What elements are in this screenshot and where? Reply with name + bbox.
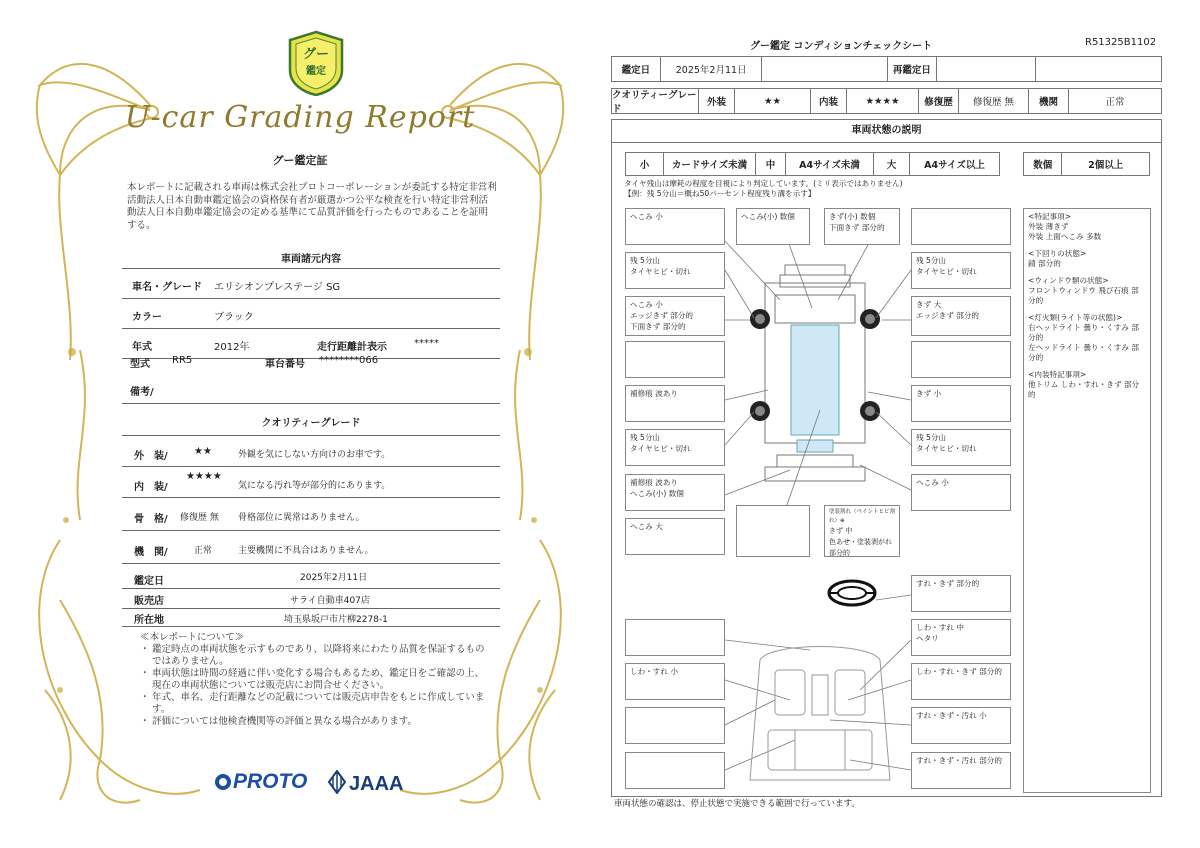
interior-label: 内 装/ bbox=[134, 482, 168, 493]
note-item: ・ 鑑定時点の車両状態を示すものであり、以降将来にわたり品質を保証するものではありません。 bbox=[140, 644, 490, 668]
note-line: フロントウィンドウ 飛び石痕 部分的 bbox=[1028, 286, 1139, 305]
note-group bbox=[1028, 249, 1146, 269]
note-line: 外装 薄きず bbox=[1028, 222, 1069, 231]
note-heading: <ウィンドウ類の状態> bbox=[1028, 276, 1109, 285]
row-color bbox=[122, 299, 500, 329]
damage-box-l4 bbox=[625, 341, 725, 378]
model-value: RR5 bbox=[172, 355, 193, 366]
note-group bbox=[1028, 212, 1146, 242]
damage-box-c7 bbox=[736, 505, 810, 557]
ext-value: ★★ bbox=[735, 89, 811, 113]
int-value: ★★★★ bbox=[847, 89, 919, 113]
engine-text: 主要機関に不具合はありません。 bbox=[238, 546, 374, 556]
date-value: 2025年2月11日 bbox=[300, 573, 368, 583]
note-item: ・ 車両状態は時間の経過に伴い変化する場合もあるため、鑑定日をご確認の上、現在の車両状態については販売店にお問合せください。 bbox=[140, 668, 490, 692]
damage-box-l1: へこみ 小 bbox=[625, 208, 725, 245]
chassis-label: 車台番号 bbox=[265, 359, 305, 370]
color-value: ブラック bbox=[214, 312, 254, 323]
address-label: 所在地 bbox=[134, 615, 164, 626]
damage-box-r6: 残 5分山 タイヤヒビ・切れ bbox=[911, 429, 1011, 466]
name-value: エリシオンプレステージ SG bbox=[214, 282, 341, 293]
recheck-label: 再鑑定日 bbox=[888, 57, 937, 81]
frame-text: 骨格部位に異常はありません。 bbox=[238, 513, 365, 523]
row-engine bbox=[122, 531, 500, 564]
date-value: 2025年2月11日 bbox=[661, 57, 763, 81]
row-address bbox=[122, 609, 500, 627]
damage-box-l8: へこみ 大 bbox=[625, 518, 725, 555]
damage-box-l6: 残 5分山 タイヤヒビ・切れ bbox=[625, 429, 725, 466]
damage-box-r12: すれ・きず・汚れ 小 bbox=[911, 707, 1011, 744]
note-item: ・ 年式、車名、走行距離などの記載については販売店申告をもとに作成しています。 bbox=[140, 692, 490, 716]
damage-box-l2: 残 5分山 タイヤヒビ・切れ bbox=[625, 252, 725, 289]
car-interior-diagram bbox=[740, 640, 900, 790]
exterior-text: 外観を気にしない方向けのお車です。 bbox=[238, 450, 391, 460]
damage-box-r13: すれ・きず・汚れ 部分的 bbox=[911, 752, 1011, 789]
interior-text: 気になる汚れ等が部分的にあります。 bbox=[238, 481, 391, 491]
damage-box-l13 bbox=[625, 752, 725, 789]
note-heading: <特記事項> bbox=[1028, 212, 1072, 221]
goo-badge-logo bbox=[287, 30, 345, 96]
damage-box-r1 bbox=[911, 208, 1011, 245]
damage-box-l11: しわ・すれ 小 bbox=[625, 663, 725, 700]
damage-box-c2: きず(小) 数個 下面きず 部分的 bbox=[824, 208, 900, 245]
proto-mark-icon bbox=[215, 774, 231, 790]
legend-mid: 中 bbox=[756, 153, 786, 175]
damage-box-r2: 残 5分山 タイヤヒビ・切れ bbox=[911, 252, 1011, 289]
year-value: 2012年 bbox=[214, 342, 250, 353]
damage-box-r3: きず 大 エッジきず 部分的 bbox=[911, 296, 1011, 336]
grade-label: クオリティーグレード bbox=[612, 89, 699, 113]
notes bbox=[140, 632, 490, 728]
row-date bbox=[122, 567, 500, 589]
note-heading: <下回りの状態> bbox=[1028, 249, 1087, 258]
damage-box-l7: 補修痕 波あり へこみ(小) 数個 bbox=[625, 474, 725, 511]
row-dealer bbox=[122, 589, 500, 609]
legend-large-desc: A4サイズ以上 bbox=[924, 160, 985, 171]
note-heading: <内装特記事項> bbox=[1028, 370, 1087, 379]
footnote: 車両状態の確認は、停止状態で実施できる範囲で行っています。 bbox=[614, 799, 860, 809]
damage-box-l5: 補修痕 波あり bbox=[625, 385, 725, 422]
note-item: ・ 評価については他検査機関等の評価と異なる場合があります。 bbox=[140, 716, 490, 728]
date-label: 鑑定日 bbox=[134, 576, 164, 587]
sheet-title: グー鑑定 コンディションチェックシート bbox=[750, 41, 933, 52]
row-name bbox=[122, 269, 500, 299]
damage-box-r11: しわ・すれ・きず 部分的 bbox=[911, 663, 1011, 700]
legend-small: 小 bbox=[626, 153, 664, 175]
mileage-value: ***** bbox=[414, 338, 439, 349]
jaaa-logo: JAAA bbox=[328, 770, 403, 796]
engine-value: 正常 bbox=[194, 546, 213, 556]
row-remarks bbox=[122, 374, 500, 404]
note-heading: <灯火類(ライト等の状態)> bbox=[1028, 313, 1123, 322]
engine-label: 機 関/ bbox=[134, 547, 168, 558]
remarks-label: 備考/ bbox=[130, 387, 154, 398]
condition-check-sheet bbox=[600, 0, 1200, 848]
svg-text:グー: グー bbox=[302, 47, 330, 62]
damage-box-r10: しわ・すれ 中 ヘタリ bbox=[911, 619, 1011, 656]
chassis-value: ********066 bbox=[319, 355, 379, 366]
address-value: 埼玉県坂戸市片柳2278-1 bbox=[284, 615, 388, 625]
notes-title: ≪本レポートについて≫ bbox=[140, 632, 245, 643]
frame-value: 修復歴 無 bbox=[180, 513, 219, 523]
specs-title: 車両諸元内容 bbox=[281, 254, 341, 265]
legend-count-desc: 2個以上 bbox=[1088, 160, 1124, 171]
legend-large: 大 bbox=[874, 153, 910, 175]
damage-box-l12 bbox=[625, 707, 725, 744]
note-line: 他トリム しわ・すれ・きず 部分的 bbox=[1028, 380, 1140, 399]
special-notes-panel bbox=[1023, 208, 1151, 793]
note-line: 錆 部分的 bbox=[1028, 259, 1061, 268]
ext-label: 外装 bbox=[699, 89, 735, 113]
note-line: 右ヘッドライト 曇り・くすみ 部分的 bbox=[1028, 323, 1139, 342]
mileage-label: 走行距離計表示 bbox=[317, 342, 387, 353]
repair-value: 修復歴 無 bbox=[959, 89, 1029, 113]
engine-value: 正常 bbox=[1105, 97, 1125, 108]
script-title: U-car Grading Report bbox=[124, 100, 476, 135]
date-label: 鑑定日 bbox=[612, 57, 661, 81]
state-title: 車両状態の説明 bbox=[611, 119, 1162, 143]
frame-label: 骨 格/ bbox=[134, 514, 168, 525]
damage-box-c8-text: きず 中 色あせ・塗装剥がれ 部分的 bbox=[829, 527, 892, 557]
year-label: 年式 bbox=[132, 342, 152, 353]
note-line: 左ヘッドライト 曇り・くすみ 部分的 bbox=[1028, 343, 1139, 362]
quality-title: クオリティーグレード bbox=[261, 418, 361, 429]
damage-box-r4 bbox=[911, 341, 1011, 378]
jaaa-mark-icon bbox=[328, 770, 346, 794]
tire-note-1: タイヤ残山は摩耗の程度を目視により判定しています。(ミリ表示ではありません) bbox=[624, 179, 903, 188]
dealer-value: サライ自動車407店 bbox=[290, 596, 370, 606]
int-label: 内装 bbox=[811, 89, 847, 113]
damage-box-r9: すれ・きず 部分的 bbox=[911, 575, 1011, 612]
note-group bbox=[1028, 370, 1146, 400]
damage-box-l3: へこみ 小 エッジきず 部分的 下面きず 部分的 bbox=[625, 296, 725, 336]
damage-box-l10 bbox=[625, 619, 725, 656]
legend-small-desc: カードサイズ未満 bbox=[664, 153, 756, 175]
note-group bbox=[1028, 276, 1146, 306]
legend-count: 数個 bbox=[1024, 153, 1062, 175]
name-label: 車名・グレード bbox=[132, 282, 202, 293]
legend-mid-desc: A4サイズ未満 bbox=[786, 153, 874, 175]
intro-text: 本レポートに記載される車両は株式会社プロトコーポレーションが委託する特定非営利活動法人日本自動車鑑定協会の資格保有者が厳選かつ公平な検査を行い特定非営利活動法人日本自動車鑑定協会の定める基準にて品質評価を行ったものであることを証明する。 bbox=[127, 182, 497, 231]
damage-box-r7: へこみ 小 bbox=[911, 474, 1011, 511]
svg-text:鑑定: 鑑定 bbox=[306, 66, 326, 77]
exterior-stars: ★★ bbox=[194, 446, 212, 457]
note-line: 外装 上面へこみ 多数 bbox=[1028, 232, 1102, 241]
damage-box-c8 bbox=[824, 505, 900, 557]
color-label: カラー bbox=[132, 312, 162, 323]
document-id: R51325B1102 bbox=[1085, 37, 1157, 48]
damage-box-c1: へこみ(小) 数個 bbox=[736, 208, 810, 245]
row-model bbox=[122, 346, 500, 376]
exterior-label: 外 装/ bbox=[134, 451, 168, 462]
proto-logo: PROTO bbox=[215, 770, 307, 794]
row-exterior bbox=[122, 436, 500, 467]
note-group bbox=[1028, 313, 1146, 363]
interior-stars: ★★★★ bbox=[186, 471, 222, 482]
engine-label: 機関 bbox=[1029, 89, 1069, 113]
paint-note: 塗装割れ（ペイントヒビ割れ）⊕ bbox=[829, 509, 896, 524]
row-frame bbox=[122, 498, 500, 531]
tire-note-2: 【例：残 5分山＝概ね50パーセント程度残り溝を示す】 bbox=[624, 189, 816, 198]
dealer-label: 販売店 bbox=[134, 596, 164, 607]
steering-wheel-icon bbox=[826, 578, 878, 608]
damage-box-r5: きず 小 bbox=[911, 385, 1011, 422]
row-interior bbox=[122, 467, 500, 498]
repair-label: 修復歴 bbox=[919, 89, 959, 113]
certificate-title: グー鑑定証 bbox=[272, 154, 328, 167]
model-label: 型式 bbox=[130, 359, 150, 370]
